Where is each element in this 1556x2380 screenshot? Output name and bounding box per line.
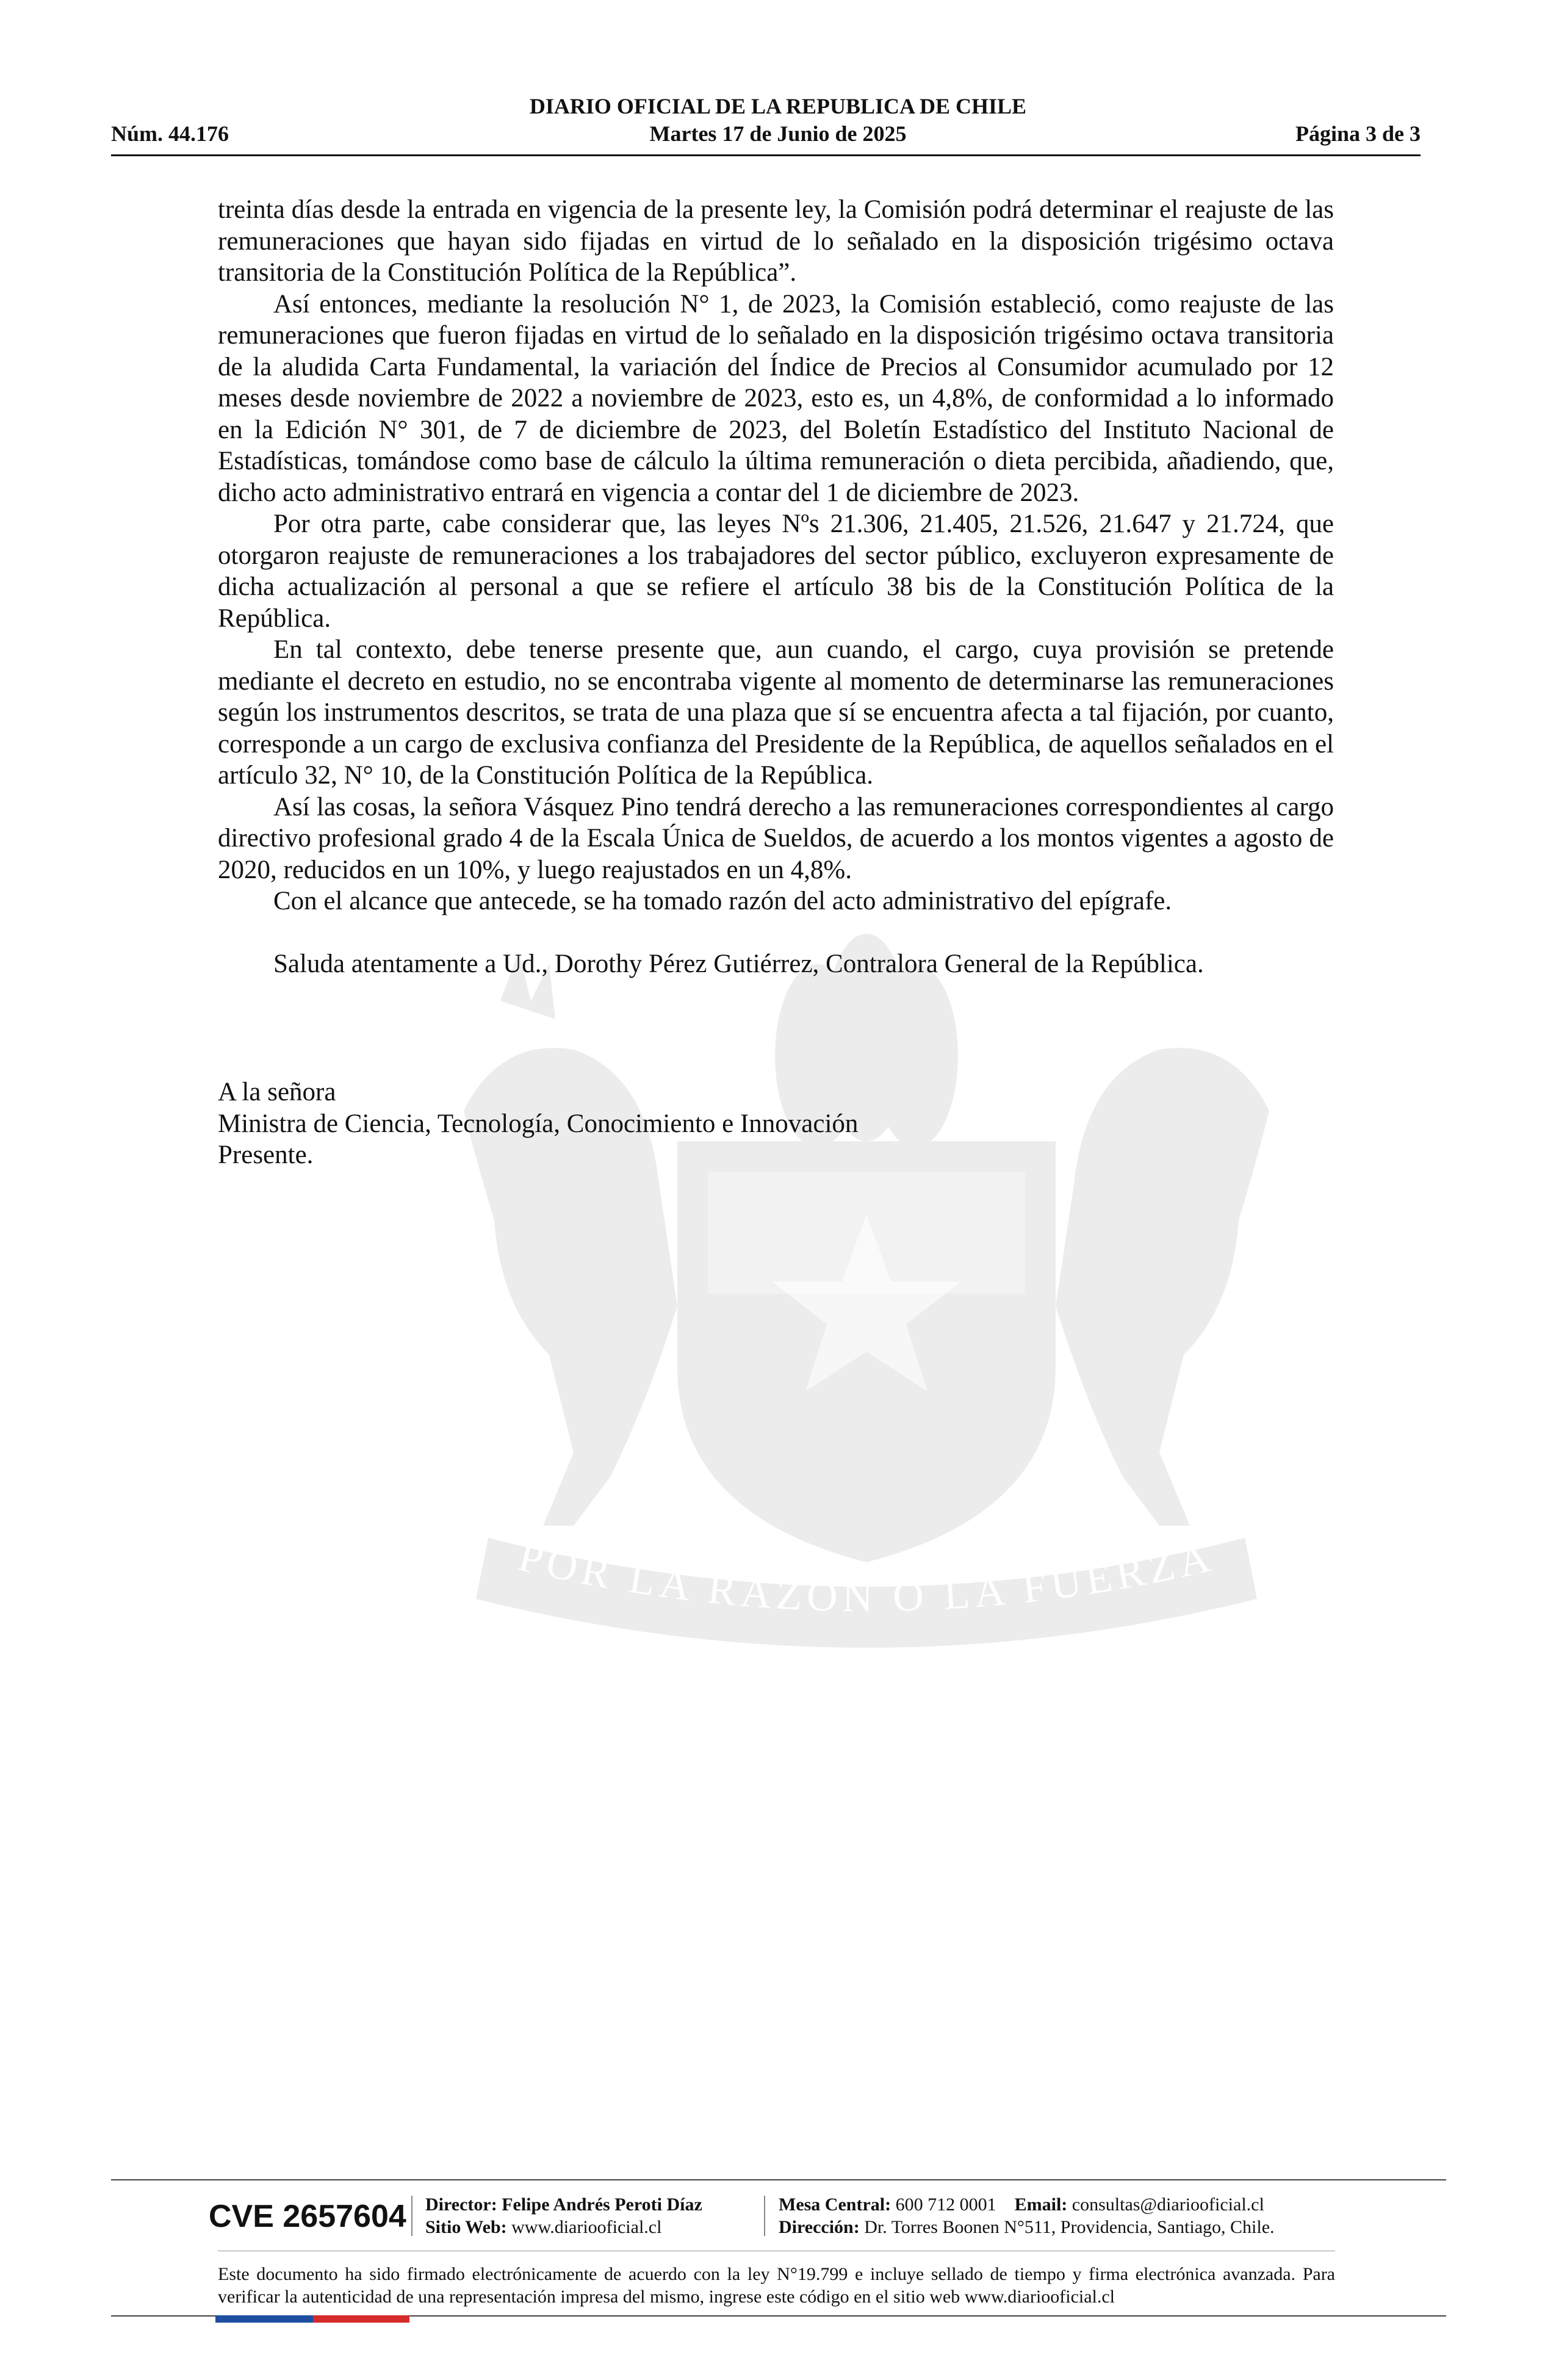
- addressee-line-2: Ministra de Ciencia, Tecnología, Conocimiento e Innovación: [218, 1109, 859, 1138]
- address-value: Dr. Torres Boonen N°511, Providencia, Santiago, Chile.: [864, 2217, 1275, 2237]
- motto-text: POR LA RAZON O LA FUERZA: [514, 1533, 1219, 1621]
- addressee-line-3: Presente.: [218, 1141, 314, 1169]
- svg-text:POR LA RAZON O LA FUERZA: [514, 1533, 1219, 1621]
- flag-stripe-red: [313, 2315, 409, 2323]
- addressee-block: [218, 1076, 858, 1171]
- phone-label: Mesa Central:: [779, 2194, 891, 2215]
- flag-stripe-blue: [215, 2315, 313, 2323]
- page-indicator: Página 3 de 3: [1295, 121, 1421, 146]
- document-body: [218, 194, 1334, 979]
- paragraph-6: Con el alcance que antecede, se ha tomado razón del acto administrativo del epígrafe.: [273, 887, 1172, 915]
- paragraph-1: treinta días desde la entrada en vigencia de la presente ley, la Comisión podrá determinar el reajuste de las remuneraciones que hayan sido fijadas en virtud de lo señalado en la disposición trigésimo octava transitoria de la Constitución Política de la República”.: [218, 195, 1334, 287]
- paragraph-5: Así las cosas, la señora Vásquez Pino tendrá derecho a las remuneraciones correspondientes al cargo directivo profesional grado 4 de la Escala Única de Sueldos, de acuerdo a los montos vigentes a agosto de 2020, reducidos en un 10%, y luego reajustados en un 4,8%.: [218, 792, 1334, 884]
- paragraph-4: En tal contexto, debe tenerse presente que, aun cuando, el cargo, cuya provisión se pretende mediante el decreto en estudio, no se encontraba vigente al momento de determinarse las remuneraciones según los instrumentos descritos, se trata de una plaza que sí se encuentra afecta a tal fijación, por cuanto, corresponde a un cargo de exclusiva confianza del Presidente de la República, de aquellos señalados en el artículo 32, N° 10, de la Constitución Política de la República.: [218, 635, 1334, 790]
- issue-number: Núm. 44.176: [111, 121, 229, 146]
- paragraph-3: Por otra parte, cabe considerar que, las leyes Nºs 21.306, 21.405, 21.526, 21.647 y 21.724, que otorgaron reajuste de remuneraciones a los trabajadores del sector público, excluyeron expresamente de dicha actualización al personal a que se refiere el artículo 38 bis de la Constitución Política de la República.: [218, 510, 1334, 633]
- phone-value: 600 712 0001: [895, 2194, 996, 2215]
- footer-info: [111, 2187, 1446, 2248]
- issue-date: Martes 17 de Junio de 2025: [649, 121, 907, 146]
- closing-salutation: Saluda atentamente a Ud., Dorothy Pérez Gutiérrez, Contralora General de la República.: [273, 949, 1204, 978]
- header-divider: [111, 154, 1421, 156]
- footer-director-column: [425, 2193, 702, 2238]
- coat-of-arms-watermark: [391, 928, 1342, 1697]
- footer-contact-column: [779, 2193, 1275, 2238]
- address-label: Dirección:: [779, 2217, 860, 2237]
- director-label: Director:: [425, 2194, 497, 2215]
- footer-top-rule: [111, 2179, 1446, 2180]
- site-link[interactable]: www.diariooficial.cl: [511, 2217, 662, 2237]
- legal-notice: Este documento ha sido firmado electrónicamente de acuerdo con la ley N°19.799 e incluye sellado de tiempo y firma electrónica avanzada. Para verificar la autenticidad de una representación impresa del mismo, ingrese este código en el sitio web www.diariooficial.cl: [218, 2264, 1335, 2307]
- journal-title: DIARIO OFICIAL DE LA REPUBLICA DE CHILE: [529, 94, 1027, 118]
- cve-code: CVE 2657604: [209, 2199, 406, 2234]
- footer-separator: [764, 2196, 765, 2236]
- email-label: Email:: [1014, 2194, 1068, 2215]
- site-label: Sitio Web:: [425, 2217, 507, 2237]
- footer-separator: [411, 2196, 412, 2236]
- paragraph-2: Así entonces, mediante la resolución N° 1, de 2023, la Comisión estableció, como reajuste de las remuneraciones que fueron fijadas en virtud de lo señalado en la disposición trigésimo octava transitoria de la aludida Carta Fundamental, la variación del Índice de Precios al Consumidor acumulado por 12 meses desde noviembre de 2022 a noviembre de 2023, esto es, un 4,8%, de conformidad a lo informado en la Edición N° 301, de 7 de diciembre de 2023, del Boletín Estadístico del Instituto Nacional de Estadísticas, tomándose como base de cálculo la última remuneración o dieta percibida, añadiendo, que, dicho acto administrativo entrará en vigencia a contar del 1 de diciembre de 2023.: [218, 289, 1334, 507]
- director-name: Felipe Andrés Peroti Díaz: [502, 2194, 702, 2215]
- email-link[interactable]: consultas@diariooficial.cl: [1072, 2194, 1264, 2215]
- addressee-line-1: A la señora: [218, 1078, 336, 1106]
- flag-stripe: [215, 2315, 409, 2323]
